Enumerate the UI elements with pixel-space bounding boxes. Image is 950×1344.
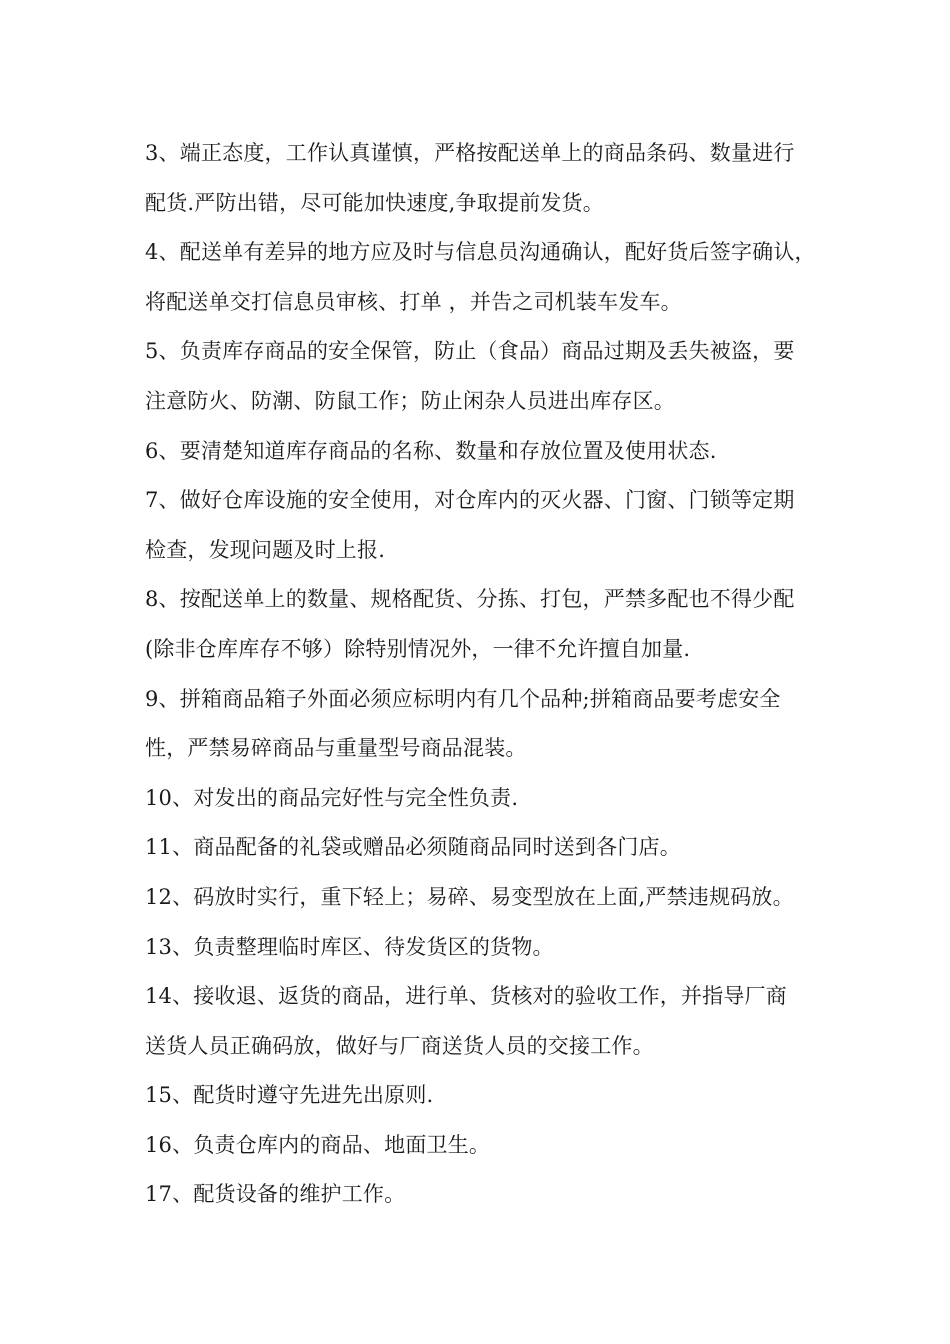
text-line: 14、接收退、返货的商品，进行单、货核对的验收工作，并指导厂商 bbox=[145, 984, 787, 1009]
text-line: 10、对发出的商品完好性与完全性负责. bbox=[145, 785, 519, 810]
text-line: 将配送单交打信息员审核、打单 ，并告之司机装车发车。 bbox=[145, 289, 682, 314]
text-line: 17、配货设备的维护工作。 bbox=[145, 1182, 406, 1207]
text-line: 检查，发现问题及时上报. bbox=[145, 537, 386, 562]
duty-list bbox=[145, 129, 825, 1220]
text-line: 7、做好仓库设施的安全使用，对仓库内的灭火器、门窗、门锁等定期 bbox=[145, 488, 795, 513]
text-line: 15、配货时遵守先进先出原则. bbox=[145, 1083, 434, 1108]
text-line: (除非仓库库存不够）除特别情况外，一律不允许擅自加量. bbox=[145, 636, 691, 661]
text-line: 16、负责仓库内的商品、地面卫生。 bbox=[145, 1132, 491, 1157]
text-line: 8、按配送单上的数量、规格配货、分拣、打包，严禁多配也不得少配 bbox=[145, 587, 795, 612]
text-line: 6、要清楚知道库存商品的名称、数量和存放位置及使用状态. bbox=[145, 438, 717, 463]
text-line: 9、拼箱商品箱子外面必须应标明内有几个品种;拼箱商品要考虑安全 bbox=[145, 686, 781, 711]
text-line: 12、码放时实行，重下轻上；易碎、易变型放在上面,严禁违规码放。 bbox=[145, 884, 794, 909]
text-line: 送货人员正确码放，做好与厂商送货人员的交接工作。 bbox=[145, 1033, 654, 1058]
text-line: 3、端正态度，工作认真谨慎，严格按配送单上的商品条码、数量进行 bbox=[145, 141, 795, 165]
text-line: 配货.严防出错，尽可能加快速度,争取提前发货。 bbox=[145, 190, 604, 215]
text-line: 11、商品配备的礼袋或赠品必须随商品同时送到各门店。 bbox=[145, 835, 681, 860]
text-line: 注意防火、防潮、防鼠工作；防止闲杂人员进出库存区。 bbox=[145, 388, 675, 413]
text-line: 5、负责库存商品的安全保管，防止（食品）商品过期及丢失被盗，要 bbox=[145, 339, 795, 364]
text-line: 4、配送单有差异的地方应及时与信息员沟通确认，配好货后签字确认， bbox=[145, 240, 816, 265]
text-line: 性，严禁易碎商品与重量型号商品混装。 bbox=[145, 736, 527, 761]
text-line: 13、负责整理临时库区、待发货区的货物。 bbox=[145, 934, 554, 959]
